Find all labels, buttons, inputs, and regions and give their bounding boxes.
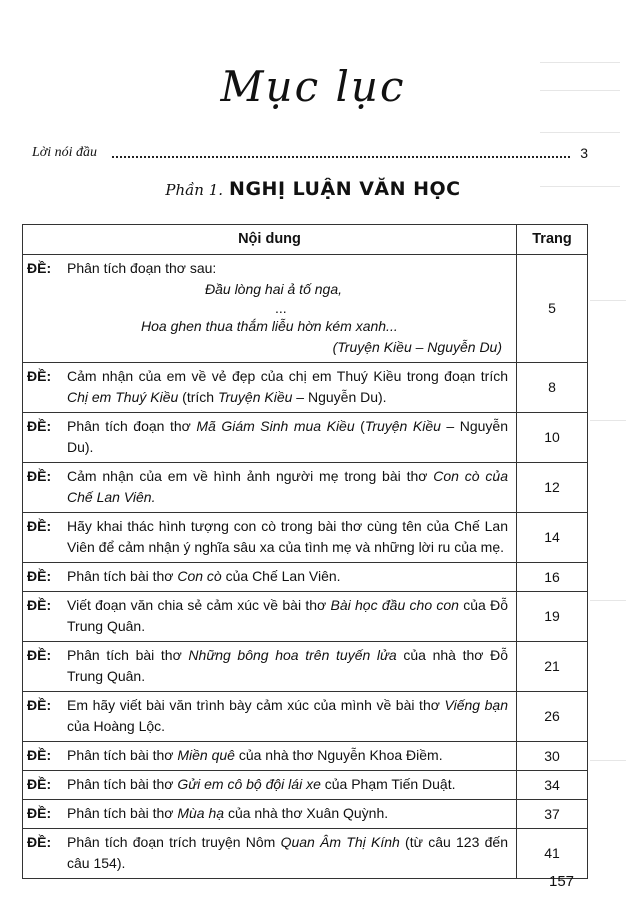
entry-text — [67, 366, 508, 408]
table-row[interactable] — [23, 463, 588, 513]
entry-content — [23, 255, 517, 363]
poem-line: Đầu lòng hai ả tố nga, — [205, 281, 342, 297]
part-label: Phần 1. — [165, 181, 224, 199]
work-title: Chị em Thuý Kiều — [67, 389, 179, 405]
table-row[interactable] — [23, 563, 588, 592]
table-row[interactable] — [23, 742, 588, 771]
table-row[interactable] — [23, 413, 588, 463]
entry-text — [67, 695, 508, 737]
entry-text — [67, 803, 508, 824]
entry-text-part: Phân tích đoạn thơ — [67, 418, 197, 434]
entry-text-part: (trích — [178, 389, 218, 405]
de-label: ĐỀ: — [27, 260, 52, 276]
entry-text — [67, 466, 508, 508]
toc-table — [22, 224, 588, 879]
de-label: ĐỀ: — [27, 805, 52, 821]
work-title: Truyện Kiều — [364, 418, 441, 434]
page-title: Mục lục — [220, 62, 406, 111]
entry-text-part: Phân tích bài thơ — [67, 805, 178, 821]
entry-text — [67, 774, 508, 795]
de-label: ĐỀ: — [27, 468, 52, 484]
entry-text-part: Phân tích bài thơ — [67, 647, 189, 663]
entry-page: 30 — [517, 742, 588, 771]
entry-text-part: Phân tích bài thơ — [67, 568, 178, 584]
work-title: Viếng bạn — [444, 697, 508, 713]
entry-content — [23, 363, 517, 413]
entry-text-part: của Đỗ Trung Quân. — [67, 597, 509, 634]
entry-page: 26 — [517, 692, 588, 742]
entry-text-part: Cảm nhận của em về hình ảnh người mẹ trong bài thơ — [67, 468, 434, 484]
entry-page: 10 — [517, 413, 588, 463]
entry-text-part: Phân tích bài thơ — [67, 776, 178, 792]
work-title: Bài học đầu cho con — [330, 597, 459, 613]
entry-page: 16 — [517, 563, 588, 592]
table-row[interactable] — [23, 592, 588, 642]
entry-text-part: Hãy khai thác hình tượng con cò trong bài thơ cùng tên của Chế Lan Viên để cảm nhận ý nghĩa sâu xa của tình mẹ và những lời ru của mẹ. — [67, 518, 508, 555]
de-label: ĐỀ: — [27, 747, 52, 763]
entry-text-part: của nhà thơ Đỗ Trung Quân. — [67, 647, 508, 684]
de-label: ĐỀ: — [27, 697, 52, 713]
entry-page: 37 — [517, 800, 588, 829]
preface-label: Lời nói đầu — [32, 145, 98, 160]
entry-text-part: – Nguyễn Du). — [67, 418, 508, 455]
entry-page: 19 — [517, 592, 588, 642]
work-title: Gửi em cô bộ đội lái xe — [177, 776, 321, 792]
entry-text-part: Viết đoạn văn chia sẻ cảm xúc về bài thơ — [67, 597, 331, 613]
entry-text-part: của Phạm Tiến Duật. — [320, 776, 456, 792]
de-label: ĐỀ: — [27, 834, 52, 850]
entry-text — [67, 645, 508, 687]
table-row[interactable] — [23, 642, 588, 692]
preface-entry[interactable] — [32, 145, 588, 165]
entry-text — [67, 745, 508, 766]
entry-page: 14 — [517, 513, 588, 563]
dot-leader — [112, 156, 570, 158]
entry-content — [23, 771, 517, 800]
entry-text — [67, 832, 508, 874]
entry-text-part: của Chế Lan Viên. — [221, 568, 341, 584]
table-header-row — [23, 225, 588, 255]
table-row[interactable] — [23, 829, 588, 879]
table-row[interactable] — [23, 692, 588, 742]
entry-content — [23, 692, 517, 742]
preface-page: 3 — [580, 145, 588, 161]
entry-content — [23, 413, 517, 463]
entry-text-part: Phân tích bài thơ — [67, 747, 178, 763]
entry-content — [23, 513, 517, 563]
table-row[interactable] — [23, 771, 588, 800]
entry-content — [23, 463, 517, 513]
entry-text — [67, 416, 508, 458]
de-label: ĐỀ: — [27, 368, 52, 384]
work-title: Con cò — [177, 568, 222, 584]
entry-page: 41 — [517, 829, 588, 879]
entry-page: 5 — [517, 255, 588, 363]
entry-text-part: của nhà thơ Nguyễn Khoa Điềm. — [234, 747, 443, 763]
poem-line: Hoa ghen thua thắm liễu hờn kém xanh... — [141, 318, 398, 334]
entry-text-part: – Nguyễn Du). — [292, 389, 387, 405]
page-number: 157 — [549, 873, 575, 890]
poem-ellipsis: ... — [275, 300, 287, 316]
entry-text-part: Cảm nhận của em về vẻ đẹp của chị em Thuý Kiều trong đoạn trích — [67, 368, 508, 384]
table-row[interactable] — [23, 513, 588, 563]
entry-text — [67, 566, 508, 587]
table-row[interactable] — [23, 363, 588, 413]
de-label: ĐỀ: — [27, 418, 52, 434]
entry-content — [23, 642, 517, 692]
entry-page: 8 — [517, 363, 588, 413]
part-heading — [0, 178, 626, 200]
entry-content — [23, 592, 517, 642]
de-label: ĐỀ: — [27, 647, 52, 663]
entry-text-part: ( — [354, 418, 365, 434]
entry-content — [23, 563, 517, 592]
entry-text-part: (từ câu 123 đến câu 154). — [67, 834, 508, 871]
table-row[interactable] — [23, 255, 588, 363]
de-label: ĐỀ: — [27, 518, 52, 534]
entry-content — [23, 742, 517, 771]
poem-excerpt — [27, 279, 508, 358]
entry-text: Phân tích đoạn thơ sau: — [67, 260, 217, 276]
entry-text-part: Em hãy viết bài văn trình bày cảm xúc của mình về bài thơ — [67, 697, 445, 713]
entry-page: 21 — [517, 642, 588, 692]
entry-text — [67, 516, 508, 558]
header-page: Trang — [517, 225, 588, 255]
entry-text-part: của nhà thơ Xuân Quỳnh. — [224, 805, 389, 821]
table-row[interactable] — [23, 800, 588, 829]
work-title: Truyện Kiều — [217, 389, 293, 405]
part-title: NGHỊ LUẬN VĂN HỌC — [229, 178, 461, 200]
de-label: ĐỀ: — [27, 597, 52, 613]
work-title: Mã Giám Sinh mua Kiều — [196, 418, 355, 434]
entry-text-part: của Hoàng Lộc. — [67, 718, 166, 734]
entry-content — [23, 800, 517, 829]
de-label: ĐỀ: — [27, 568, 52, 584]
work-title: Mùa hạ — [177, 805, 225, 821]
work-title: Con cò của Chế Lan Viên. — [67, 468, 508, 505]
entry-text-part: Phân tích đoạn trích truyện Nôm — [67, 834, 281, 850]
entry-page: 34 — [517, 771, 588, 800]
work-title: Quan Âm Thị Kính — [280, 834, 400, 850]
entry-text — [67, 595, 508, 637]
work-title: Những bông hoa trên tuyến lửa — [188, 647, 397, 663]
poem-source: (Truyện Kiều – Nguyễn Du) — [332, 339, 502, 355]
entry-content — [23, 829, 517, 879]
header-content: Nội dung — [23, 225, 517, 255]
work-title: Miền quê — [177, 747, 235, 763]
de-label: ĐỀ: — [27, 776, 52, 792]
entry-page: 12 — [517, 463, 588, 513]
